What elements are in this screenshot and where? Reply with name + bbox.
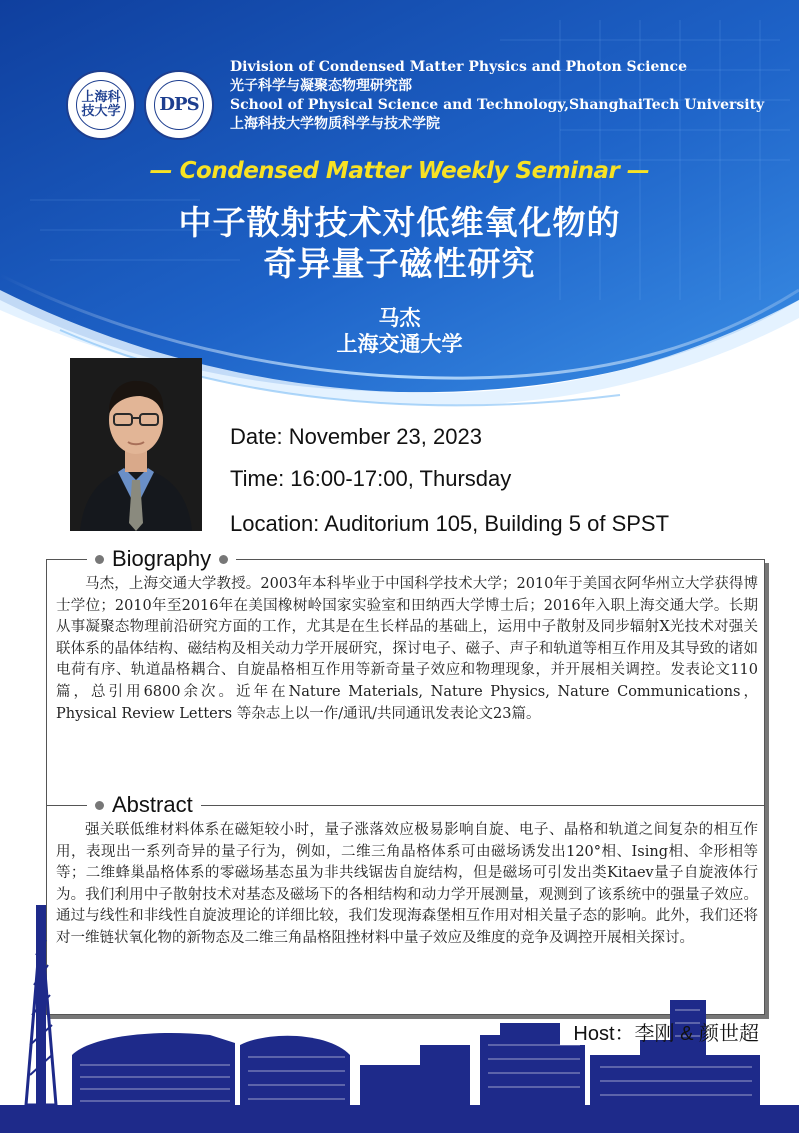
speaker-photo	[70, 358, 202, 531]
host-line: Host：李刚 & 颜世超	[573, 1023, 759, 1045]
speaker-name: 马杰	[378, 306, 421, 330]
dps-logo	[144, 70, 214, 140]
abstract-text: 强关联低维材料体系在磁矩较小时，量子涨落效应极易影响自旋、电子、晶格和轨道之间复杂的相互作用，表现出一系列奇异的量子行为，例如，二维三角晶格体系可由磁场诱发出120°相、Ising相、伞形相等等；二维蜂巢晶格体系的零磁场基态虽为非共线锯齿自旋结构，但是磁场可引发出类Kitaev量子自旋液体行为。我们利用中子散射技术对基态及磁场下的各相结构和动力学开展测量，观测到了该系统中的强量子效应。通过与线性和非线性自旋波理论的详细比较，我们发现海森堡相互作用对相关量子态的影响。此外，我们还将对一维链状氧化物的新物态及二维三角晶格阻挫材料中量子效应及维度的竞争及调控开展相关探讨。	[56, 822, 758, 946]
talk-title	[0, 202, 799, 284]
event-time: Time: 16:00-17:00, Thursday	[230, 466, 512, 491]
biography-heading	[87, 546, 236, 572]
institution-line: 光子科学与凝聚态物理研究部	[230, 78, 412, 94]
logos	[66, 70, 216, 150]
institution-line: Division of Condensed Matter Physics and Photon Science	[230, 59, 687, 75]
bullet-dot-icon	[219, 555, 228, 564]
speaker-photo-graphic	[70, 358, 202, 531]
talk-title-line: 中子散射技术对低维氧化物的	[178, 203, 621, 242]
speaker-affiliation: 上海交通大学	[336, 332, 463, 356]
dps-logo-text: DPS	[154, 80, 204, 130]
biography-section	[46, 546, 765, 809]
shanghaitech-logo-text: 上海科技大学	[76, 80, 126, 130]
abstract-heading	[87, 792, 201, 818]
seminar-series-title: — Condensed Matter Weekly Seminar —	[149, 158, 650, 184]
event-location: Location: Auditorium 105, Building 5 of SPST	[230, 511, 670, 536]
shanghaitech-logo	[66, 70, 136, 140]
bullet-dot-icon	[95, 555, 104, 564]
bullet-dot-icon	[95, 801, 104, 810]
institution-line: 上海科技大学物质科学与技术学院	[230, 116, 440, 132]
institution-line: School of Physical Science and Technology,ShanghaiTech University	[230, 97, 765, 113]
biography-heading-label: Biography	[112, 546, 212, 571]
abstract-heading-label: Abstract	[112, 792, 193, 817]
talk-title-line: 奇异量子磁性研究	[263, 244, 536, 283]
event-date: Date: November 23, 2023	[230, 424, 482, 449]
biography-text: 马杰，上海交通大学教授。2003年本科毕业于中国科学技术大学；2010年于美国衣阿华州立大学获得博士学位；2010年至2016年在美国橡树岭国家实验室和田纳西大学博士后；2016年入职上海交通大学。长期从事凝聚态物理前沿研究方面的工作，尤其是在生长样品的基础上，运用中子散射及同步辐射X光技术对强关联体系的晶体结构、磁结构及相关动力学开展研究，探讨电子、磁子、声子和轨道等相互作用及其导致的诸如电荷有序、轨道晶格耦合、自旋晶格相互作用等新奇量子效应和物理现象，并开展相关调控。发表论文110篇，总引用6800余次。近年在Nature Materials, Nature Physics, Nature Communications，Physical Review Letters 等杂志上以一作/通讯/共同通讯发表论文23篇。	[56, 576, 758, 722]
institution-block	[230, 58, 790, 134]
